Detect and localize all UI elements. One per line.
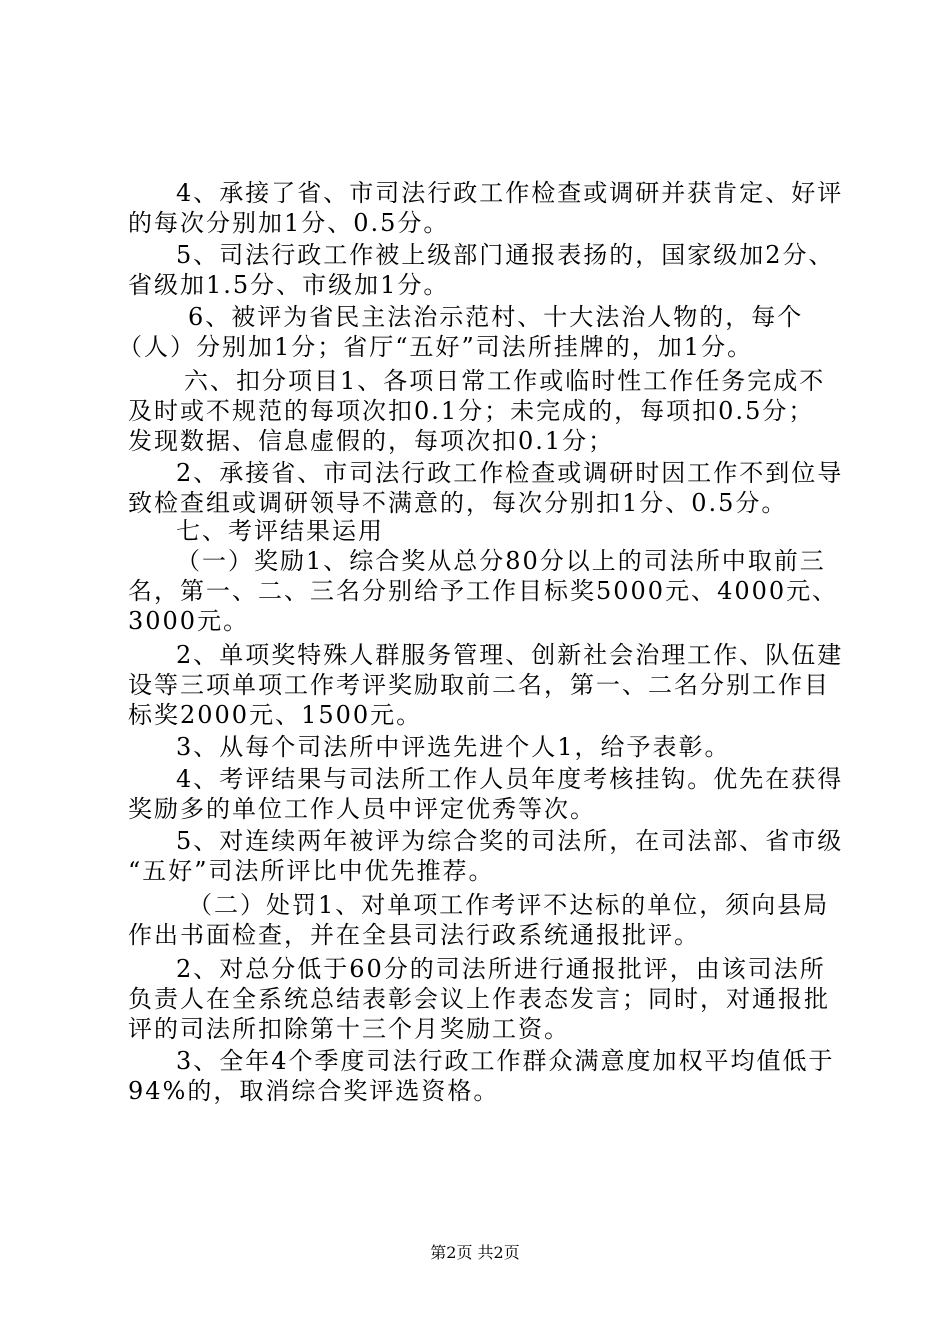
text-line: 2、对总分低于60分的司法所进行通报批评，由该司法所 xyxy=(176,955,826,983)
text-line: 发现数据、信息虚假的，每项次扣0.1分； xyxy=(128,427,615,455)
page-number-footer: 第2页 共2页 xyxy=(430,1243,520,1262)
text-line: 名，第一、二、三名分别给予工作目标奖5000元、4000元、 xyxy=(128,577,839,605)
text-line: （一）奖励1、综合奖从总分80分以上的司法所中取前三 xyxy=(176,547,826,575)
text-line: 3、全年4个季度司法行政工作群众满意度加权平均值低于 xyxy=(176,1047,835,1075)
text-line: “五好”司法所评比中优先推荐。 xyxy=(128,857,495,885)
text-line: 4、承接了省、市司法行政工作检查或调研并获肯定、好评 xyxy=(176,179,844,207)
text-line: 七、考评结果运用 xyxy=(176,517,384,545)
text-line: 6、被评为省民主法治示范村、十大法治人物的，每个 xyxy=(188,303,804,331)
text-line: 3、从每个司法所中评选先进个人1，给予表彰。 xyxy=(176,733,731,761)
text-line: 标奖2000元、1500元。 xyxy=(128,701,423,729)
text-line: 六、扣分项目1、各项日常工作或临时性工作任务完成不 xyxy=(184,367,826,395)
text-line: 3000元。 xyxy=(128,607,250,635)
text-line: 5、司法行政工作被上级部门通报表扬的，国家级加2分、 xyxy=(176,241,835,269)
text-line: 评的司法所扣除第十三个月奖励工资。 xyxy=(128,1015,570,1043)
text-line: 的每次分别加1分、0.5分。 xyxy=(128,209,450,237)
text-line: 及时或不规范的每项次扣0.1分；未完成的，每项扣0.5分； xyxy=(128,397,815,425)
text-line: 2、单项奖特殊人群服务管理、创新社会治理工作、队伍建 xyxy=(176,641,844,669)
text-line: 设等三项单项工作考评奖励取前二名，第一、二名分别工作目 xyxy=(128,671,830,699)
text-line: （二）处罚1、对单项工作考评不达标的单位，须向县局 xyxy=(188,891,830,919)
text-line: 省级加1.5分、市级加1分。 xyxy=(128,271,450,299)
text-line: 4、考评结果与司法所工作人员年度考核挂钩。优先在获得 xyxy=(176,765,844,793)
text-line: 致检查组或调研领导不满意的，每次分别扣1分、0.5分。 xyxy=(128,489,788,517)
text-line: 94%的，取消综合奖评选资格。 xyxy=(128,1077,500,1105)
text-line: （人）分别加1分；省厅“五好”司法所挂牌的，加1分。 xyxy=(118,333,754,361)
text-line: 2、承接省、市司法行政工作检查或调研时因工作不到位导 xyxy=(176,459,844,487)
text-line: 奖励多的单位工作人员中评定优秀等次。 xyxy=(128,795,596,823)
text-line: 5、对连续两年被评为综合奖的司法所，在司法部、省市级 xyxy=(176,827,844,855)
text-line: 负责人在全系统总结表彰会议上作表态发言；同时，对通报批 xyxy=(128,985,830,1013)
text-line: 作出书面检查，并在全县司法行政系统通报批评。 xyxy=(128,921,700,949)
